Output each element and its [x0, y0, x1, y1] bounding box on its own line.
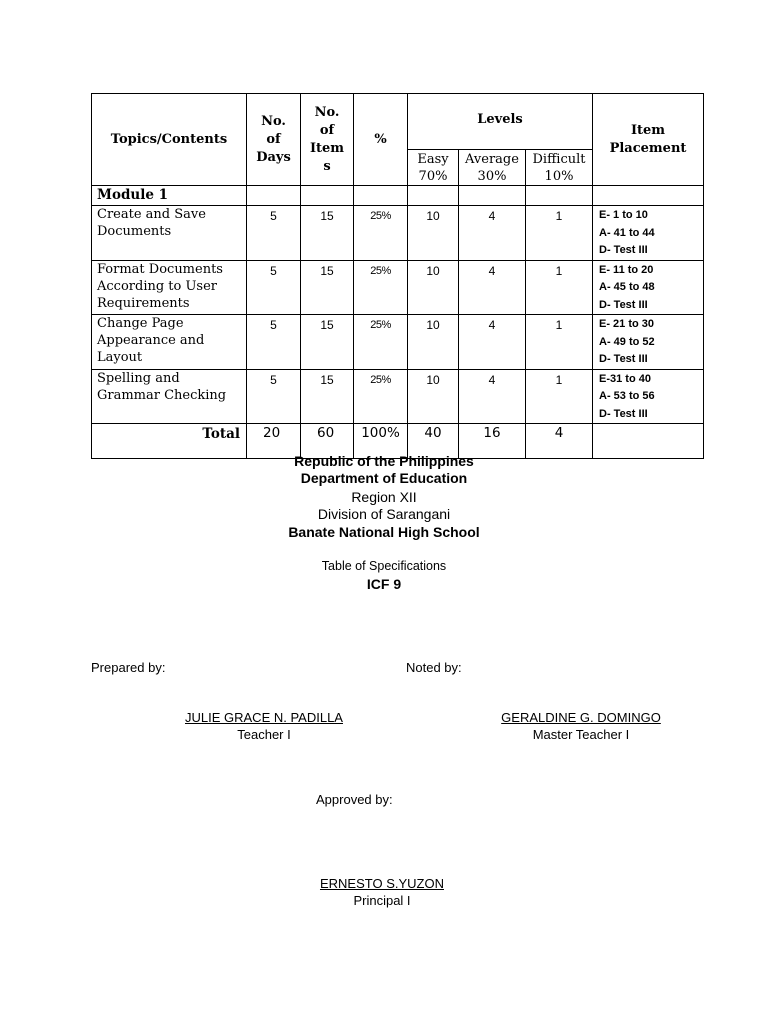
topic-line: Format Documents: [97, 261, 223, 277]
percent-cell: 25%: [354, 315, 408, 370]
header-difficult-line: Difficult: [532, 152, 586, 167]
empty-cell: [354, 186, 408, 206]
topic-line: Create and Save: [97, 207, 206, 222]
placement-line: E- 1 to 10: [599, 209, 648, 221]
prepared-by-label: Prepared by:: [91, 660, 166, 675]
placement-line: A- 45 to 48: [599, 281, 655, 293]
header-items-line: s: [323, 158, 331, 174]
header-items-line: of: [319, 122, 335, 138]
total-percent: 100%: [354, 424, 408, 459]
topic-line: According to User: [97, 278, 218, 294]
topic-cell: [92, 206, 247, 261]
preparer-signature: [164, 709, 364, 743]
percent-cell: 25%: [354, 260, 408, 315]
table-row: [92, 260, 704, 315]
total-average: 16: [459, 424, 526, 459]
preparer-name: JULIE GRACE N. PADILLA: [185, 710, 343, 725]
noter-signature: [481, 709, 681, 743]
header-items: [301, 94, 354, 186]
placement-line: A- 49 to 52: [599, 335, 655, 348]
header-days-line: of: [266, 131, 281, 147]
difficult-cell: 1: [526, 260, 593, 315]
topic-line: Spelling and: [97, 370, 180, 386]
noter-name: GERALDINE G. DOMINGO: [501, 710, 661, 725]
table-row: [92, 315, 704, 370]
header-placement-line: Item: [630, 122, 666, 138]
topic-line: Documents: [97, 224, 172, 239]
topic-line: Grammar Checking: [97, 387, 227, 403]
header-easy: [408, 150, 459, 186]
items-cell: 15: [301, 260, 354, 315]
topic-cell: [92, 369, 247, 424]
country-heading: Republic of the Philippines: [294, 453, 474, 469]
days-cell: 5: [247, 206, 301, 261]
document-title: Table of Specifications: [321, 559, 447, 573]
total-label: Total: [92, 424, 247, 459]
placement-line: D- Test III: [599, 353, 648, 365]
percent-cell: 25%: [354, 369, 408, 424]
placement-line: D- Test III: [599, 407, 648, 420]
header-items-line: No.: [314, 104, 340, 120]
approver-signature: [282, 875, 482, 909]
placement-cell: [593, 369, 704, 424]
subject-title: ICF 9: [366, 576, 402, 592]
empty-cell: [526, 186, 593, 206]
module-row: [92, 186, 704, 206]
placement-line: A- 53 to 56: [599, 390, 655, 402]
placement-line: E- 21 to 30: [599, 318, 655, 330]
header-days-line: Days: [256, 149, 291, 165]
table-row: [92, 369, 704, 424]
noter-title: Master Teacher I: [532, 727, 630, 742]
header-days: [247, 94, 301, 186]
approver-title: Principal I: [353, 893, 411, 908]
placement-cell: [593, 206, 704, 261]
total-easy: 40: [408, 424, 459, 459]
average-cell: 4: [459, 206, 526, 261]
header-easy-line: 70%: [418, 169, 448, 184]
difficult-cell: 1: [526, 369, 593, 424]
placement-line: D- Test III: [599, 244, 648, 256]
topic-line: Requirements: [97, 295, 190, 311]
header-percent: %: [354, 94, 408, 186]
region-heading: Region XII: [351, 489, 417, 505]
placement-line: E- 11 to 20: [599, 263, 654, 276]
average-cell: 4: [459, 260, 526, 315]
header-topics: Topics/Contents: [92, 94, 247, 186]
placement-cell: [593, 315, 704, 370]
header-items-line: Item: [309, 140, 345, 156]
empty-cell: [247, 186, 301, 206]
header-levels: Levels: [408, 94, 593, 150]
header-placement-line: Placement: [609, 140, 687, 156]
empty-cell: [301, 186, 354, 206]
header-placement: [593, 94, 704, 186]
easy-cell: 10: [408, 369, 459, 424]
items-cell: 15: [301, 369, 354, 424]
difficult-cell: 1: [526, 315, 593, 370]
placement-line: A- 41 to 44: [599, 226, 655, 239]
easy-cell: 10: [408, 206, 459, 261]
table-row: [92, 206, 704, 261]
placement-line: D- Test III: [599, 298, 648, 311]
difficult-cell: 1: [526, 206, 593, 261]
header-average-line: Average: [465, 152, 519, 167]
days-cell: 5: [247, 315, 301, 370]
total-days: 20: [247, 424, 301, 459]
topic-cell: [92, 260, 247, 315]
approver-name: ERNESTO S.YUZON: [319, 876, 444, 891]
average-cell: 4: [459, 315, 526, 370]
total-items: 60: [301, 424, 354, 459]
noted-by-label: Noted by:: [406, 660, 462, 675]
items-cell: 15: [301, 206, 354, 261]
days-cell: 5: [247, 260, 301, 315]
header-average-line: 30%: [477, 169, 507, 184]
header-difficult-line: 10%: [544, 169, 574, 184]
percent-cell: 25%: [354, 206, 408, 261]
average-cell: 4: [459, 369, 526, 424]
easy-cell: 10: [408, 260, 459, 315]
department-heading: Department of Education: [300, 470, 468, 486]
total-difficult: 4: [526, 424, 593, 459]
placement-line: E-31 to 40: [599, 372, 651, 385]
topic-cell: [92, 315, 247, 370]
preparer-title: Teacher I: [237, 727, 291, 742]
division-heading: Division of Sarangani: [317, 506, 451, 522]
topic-line: Layout: [97, 350, 143, 365]
header-average: [459, 150, 526, 186]
header-easy-line: Easy: [417, 152, 449, 167]
easy-cell: 10: [408, 315, 459, 370]
empty-cell: [408, 186, 459, 206]
header-difficult: [526, 150, 593, 186]
approved-by-label: Approved by:: [316, 792, 393, 807]
specifications-table: [91, 93, 704, 459]
module-label: Module 1: [92, 186, 247, 206]
topic-line: Appearance and: [97, 333, 205, 348]
empty-cell: [593, 186, 704, 206]
placement-cell: [593, 260, 704, 315]
school-heading: Banate National High School: [288, 524, 480, 540]
empty-cell: [459, 186, 526, 206]
topic-line: Change Page: [97, 316, 184, 331]
days-cell: 5: [247, 369, 301, 424]
items-cell: 15: [301, 315, 354, 370]
header-days-line: No.: [261, 113, 286, 129]
